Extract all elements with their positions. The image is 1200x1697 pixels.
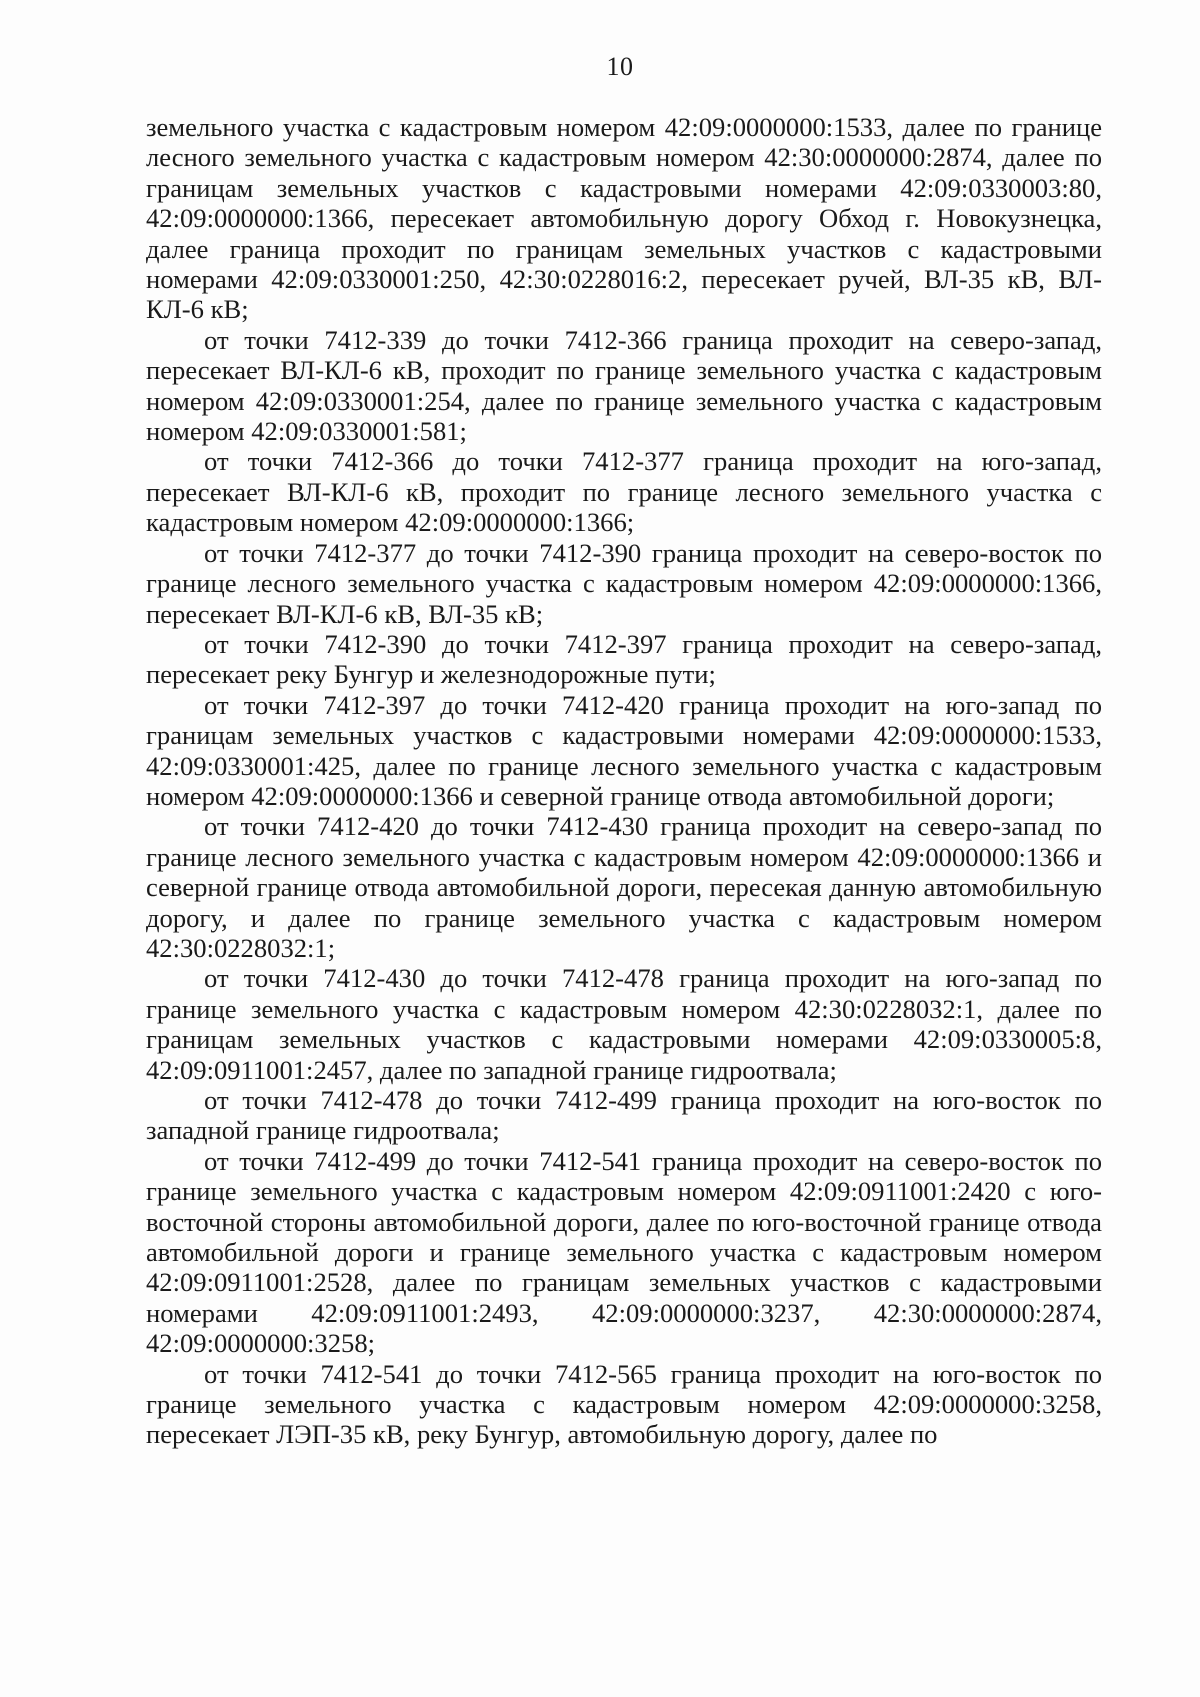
paragraph-segment-397-420: от точки 7412-397 до точки 7412-420 граница проходит на юго-запад по границам земельных участков с кадастровыми номерами 42:09:0000000:1533, 42:09:0330001:425, далее по границе лесного земельного участка с кадастровым номером 42:09:0000000:1366 и северной границе отвода автомобильной дороги; xyxy=(146,689,1102,811)
page-number: 10 xyxy=(606,52,634,81)
document-body xyxy=(146,112,1102,1450)
paragraph-segment-420-430: от точки 7412-420 до точки 7412-430 граница проходит на северо-запад по границе лесного земельного участка с кадастровым номером 42:09:0000000:1366 и северной границе отвода автомобильной дороги, пересекая данную автомобильную дорогу, и далее по границе земельного участка с кадастровым номером 42:30:0228032:1; xyxy=(146,811,1102,963)
paragraph-segment-430-478: от точки 7412-430 до точки 7412-478 граница проходит на юго-запад по границе земельного участка с кадастровым номером 42:30:0228032:1, далее по границам земельных участков с кадастровыми номерами 42:09:0330005:8, 42:09:0911001:2457, далее по западной границе гидроотвала; xyxy=(146,963,1102,1085)
paragraph-segment-478-499: от точки 7412-478 до точки 7412-499 граница проходит на юго-восток по западной границе гидроотвала; xyxy=(146,1085,1102,1146)
paragraph-segment-366-377: от точки 7412-366 до точки 7412-377 граница проходит на юго-запад, пересекает ВЛ-КЛ-6 кВ, проходит по границе лесного земельного участка с кадастровым номером 42:09:0000000:1366; xyxy=(146,446,1102,538)
paragraph-segment-499-541: от точки 7412-499 до точки 7412-541 граница проходит на северо-восток по границе земельного участка с кадастровым номером 42:09:0911001:2420 с юго-восточной стороны автомобильной дороги, далее по юго-восточной границе отвода автомобильной дороги и границе земельного участка с кадастровым номером 42:09:0911001:2528, далее по границам земельных участков с кадастровыми номерами 42:09:0911001:2493, 42:09:0000000:3237, 42:30:0000000:2874, 42:09:0000000:3258; xyxy=(146,1145,1102,1359)
paragraph-continuation: земельного участка с кадастровым номером 42:09:0000000:1533, далее по границе лесного земельного участка с кадастровым номером 42:30:0000000:2874, далее по границам земельных участков с кадастровыми номерами 42:09:0330003:80, 42:09:0000000:1366, пересекает автомобильную дорогу Обход г. Новокузнецка, далее граница проходит по границам земельных участков с кадастровыми номерами 42:09:0330001:250, 42:30:0228016:2, пересекает ручей, ВЛ-35 кВ, ВЛ-КЛ-6 кВ; xyxy=(146,112,1102,325)
paragraph-segment-390-397: от точки 7412-390 до точки 7412-397 граница проходит на северо-запад, пересекает реку Бунгур и железнодорожные пути; xyxy=(146,628,1102,690)
paragraph-segment-339-366: от точки 7412-339 до точки 7412-366 граница проходит на северо-запад, пересекает ВЛ-КЛ-6 кВ, проходит по границе земельного участка с кадастровым номером 42:09:0330001:254, далее по границе земельного участка с кадастровым номером 42:09:0330001:581; xyxy=(146,324,1102,447)
paragraph-segment-541-565: от точки 7412-541 до точки 7412-565 граница проходит на юго-восток по границе земельного участка с кадастровым номером 42:09:0000000:3258, пересекает ЛЭП-35 кВ, реку Бунгур, автомобильную дорогу, далее по xyxy=(146,1358,1102,1450)
paragraph-segment-377-390: от точки 7412-377 до точки 7412-390 граница проходит на северо-восток по границе лесного земельного участка с кадастровым номером 42:09:0000000:1366, пересекает ВЛ-КЛ-6 кВ, ВЛ-35 кВ; xyxy=(146,537,1102,629)
